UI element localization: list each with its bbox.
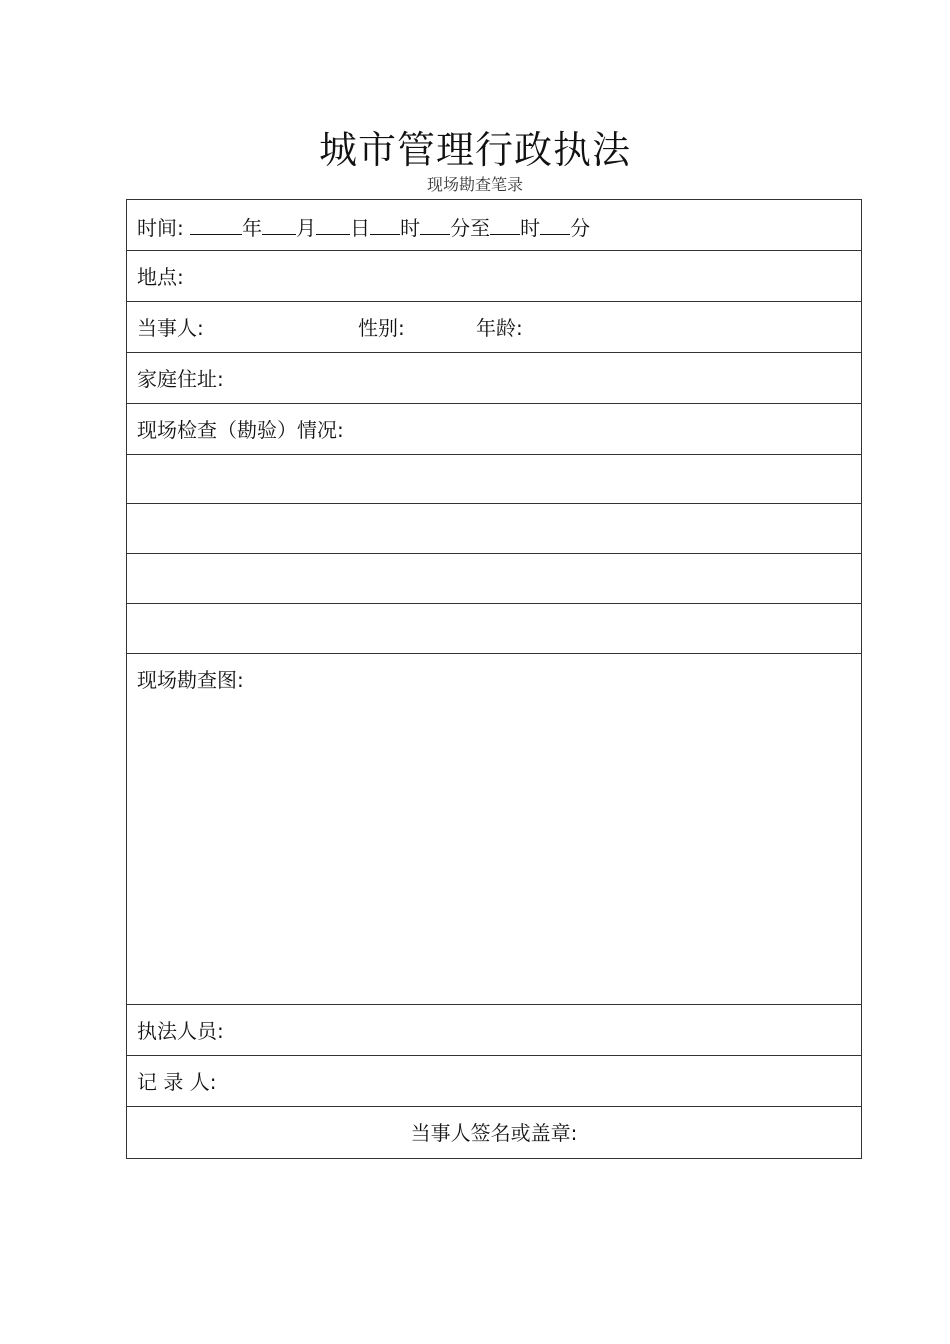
location-row[interactable] — [127, 251, 861, 302]
time-row — [127, 200, 861, 251]
day-unit: 日 — [350, 216, 371, 240]
end-hour-blank[interactable] — [490, 214, 520, 235]
diagram-label: 现场勘查图: — [137, 668, 244, 692]
end-minute-unit: 分 — [570, 216, 591, 240]
year-unit: 年 — [242, 216, 263, 240]
end-minute-blank[interactable] — [540, 214, 570, 235]
inspection-record-form — [126, 199, 862, 1159]
day-blank[interactable] — [316, 214, 350, 235]
document-title: 城市管理行政执法 — [318, 128, 631, 172]
minute-to-unit: 分至 — [450, 216, 491, 240]
time-field[interactable] — [137, 214, 590, 240]
location-label: 地点: — [137, 265, 184, 289]
hour-unit: 时 — [400, 216, 421, 240]
month-unit: 月 — [296, 216, 317, 240]
party-label: 当事人: — [137, 316, 204, 340]
recorder-row[interactable] — [127, 1056, 861, 1107]
gender-label: 性别: — [358, 316, 405, 340]
year-blank[interactable] — [190, 214, 242, 235]
document-subtitle: 现场勘查笔录 — [426, 175, 523, 194]
inspection-blank-line-2[interactable] — [127, 504, 861, 554]
officers-label: 执法人员: — [137, 1019, 224, 1043]
inspection-row[interactable] — [127, 404, 861, 455]
address-label: 家庭住址: — [137, 367, 224, 391]
officers-row[interactable] — [127, 1005, 861, 1056]
end-hour-unit: 时 — [520, 216, 541, 240]
signature-row[interactable] — [127, 1107, 861, 1158]
inspection-blank-line-3[interactable] — [127, 554, 861, 604]
month-blank[interactable] — [262, 214, 296, 235]
inspection-label: 现场检查（勘验）情况: — [137, 418, 344, 442]
recorder-label: 记 录 人: — [137, 1070, 217, 1094]
inspection-blank-line-4[interactable] — [127, 604, 861, 654]
minute-blank[interactable] — [420, 214, 450, 235]
address-row[interactable] — [127, 353, 861, 404]
signature-label: 当事人签名或盖章: — [410, 1121, 578, 1145]
time-label: 时间: — [137, 216, 184, 240]
party-row[interactable] — [127, 302, 861, 353]
age-label: 年龄: — [476, 316, 523, 340]
inspection-blank-line-1[interactable] — [127, 455, 861, 504]
hour-blank[interactable] — [370, 214, 400, 235]
diagram-area[interactable] — [127, 654, 861, 1005]
